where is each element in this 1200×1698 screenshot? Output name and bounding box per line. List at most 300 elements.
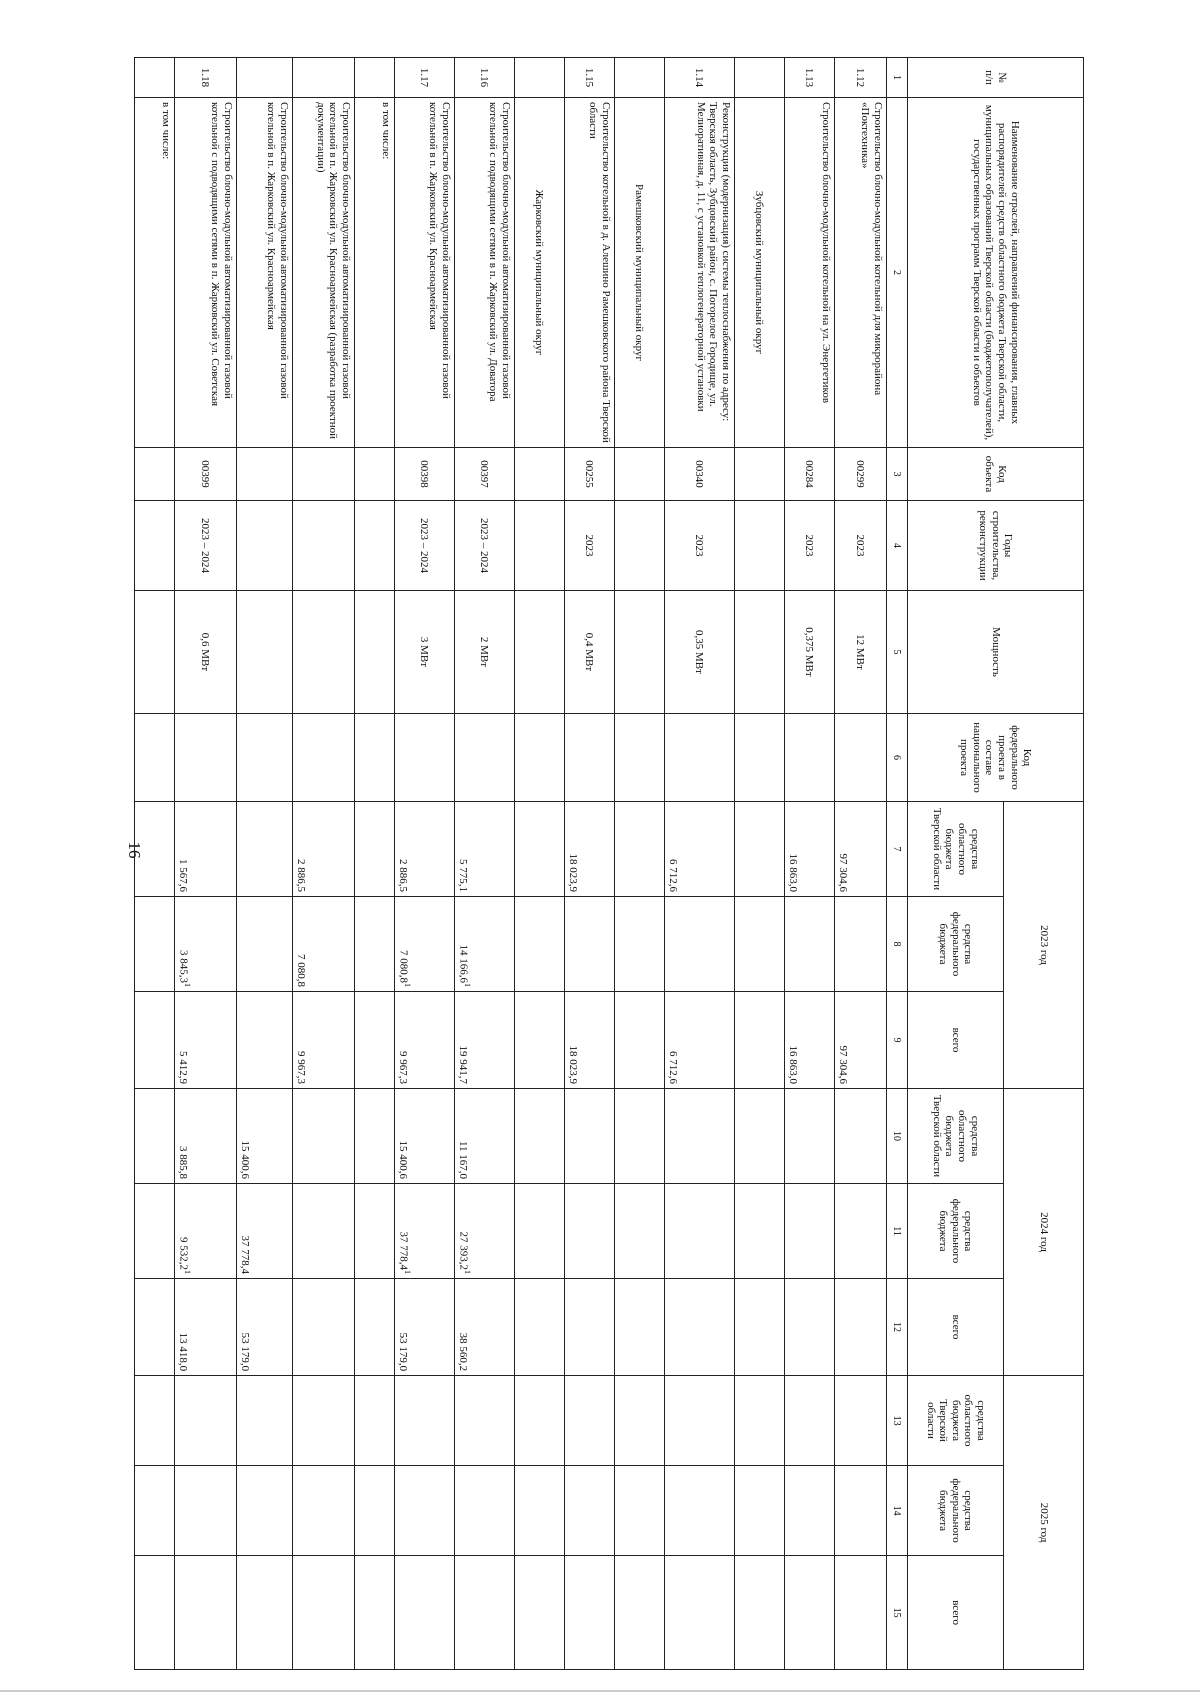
empty-cell — [515, 1184, 565, 1279]
column-number: 7 — [887, 802, 908, 897]
empty-cell — [355, 1279, 395, 1376]
amount-value: 15 400,6 — [397, 1140, 409, 1180]
amount-value: 15 400,6 — [239, 1140, 251, 1180]
amount-value: 97 304,6 — [837, 853, 849, 892]
amount-f24 — [395, 1184, 455, 1279]
column-number: 2 — [887, 98, 908, 448]
empty-cell — [615, 1184, 665, 1279]
empty-cell — [615, 501, 665, 591]
column-number: 14 — [887, 1466, 908, 1556]
amount-value: 5 412,9 — [177, 1051, 189, 1085]
construction-years: 2023 — [565, 501, 615, 591]
object-code: 00397 — [455, 448, 515, 501]
amount-f24 — [835, 1184, 887, 1279]
amount-r24 — [835, 1089, 887, 1184]
row-number: 1.16 — [455, 58, 515, 98]
amount-value: 16 863,0 — [787, 853, 799, 892]
amount-f23 — [665, 897, 735, 992]
power-capacity — [293, 591, 355, 714]
empty-cell — [735, 992, 785, 1089]
amount-f25 — [293, 1466, 355, 1556]
amount-t24 — [785, 1279, 835, 1376]
amount-value: 14 166,6 — [457, 944, 469, 983]
empty-cell — [355, 1089, 395, 1184]
empty-cell — [135, 714, 175, 802]
empty-cell — [355, 591, 395, 714]
empty-cell — [515, 802, 565, 897]
empty-cell — [135, 897, 175, 992]
amount-value: 2 886,5 — [397, 859, 409, 892]
table-row — [515, 58, 565, 1670]
column-number: 9 — [887, 992, 908, 1089]
empty-cell — [615, 1466, 665, 1556]
power-capacity: 2 МВт — [455, 591, 515, 714]
object-code: 00284 — [785, 448, 835, 501]
object-name: Строительство блочно-модульной котельной на ул. Энергетиков — [785, 98, 835, 448]
amount-t23 — [455, 992, 515, 1089]
including-label: в том числе: — [135, 98, 175, 448]
empty-cell — [515, 501, 565, 591]
rotated-table-container — [160, 57, 1084, 1669]
header-object-code: Код объекта — [908, 448, 1084, 501]
amount-f23 — [455, 897, 515, 992]
header-year-2024: 2024 год — [1004, 1089, 1084, 1376]
empty-cell — [135, 1466, 175, 1556]
column-number: 3 — [887, 448, 908, 501]
amount-f24 — [237, 1184, 293, 1279]
amount-f24 — [785, 1184, 835, 1279]
amount-t23 — [565, 992, 615, 1089]
empty-cell — [515, 1279, 565, 1376]
row-number: 1.13 — [785, 58, 835, 98]
amount-f25 — [237, 1466, 293, 1556]
amount-f25 — [785, 1466, 835, 1556]
amount-value: 37 778,4 — [239, 1235, 251, 1275]
header-federal-2025: средства федерального бюджета — [908, 1466, 1004, 1556]
amount-f23 — [565, 897, 615, 992]
amount-r25 — [455, 1376, 515, 1466]
header-regional-2023: средства областного бюджета Тверской области — [908, 802, 1004, 897]
amount-r25 — [293, 1376, 355, 1466]
footnote-marker: 1 — [462, 983, 472, 987]
table-row — [455, 58, 515, 1670]
amount-r23 — [455, 802, 515, 897]
empty-cell — [735, 1466, 785, 1556]
amount-f23 — [785, 897, 835, 992]
amount-value: 9 967,3 — [397, 1051, 409, 1085]
empty-cell — [135, 1089, 175, 1184]
empty-cell — [735, 448, 785, 501]
amount-f23 — [175, 897, 237, 992]
amount-f25 — [455, 1466, 515, 1556]
header-federal-project-code: Код федерального проекта в составе национального проекта — [908, 714, 1084, 802]
amount-f23 — [293, 897, 355, 992]
table-row — [735, 58, 785, 1670]
page-number: 16 — [125, 841, 144, 859]
header-total-2025: всего — [908, 1556, 1004, 1670]
amount-t25 — [395, 1556, 455, 1670]
federal-project-code — [395, 714, 455, 802]
empty-cell — [135, 1184, 175, 1279]
row-no-cell — [355, 58, 395, 98]
empty-cell — [135, 1279, 175, 1376]
district-name: Рамешковский муниципальный округ — [615, 98, 665, 448]
empty-cell — [355, 501, 395, 591]
table-row — [615, 58, 665, 1670]
federal-project-code — [835, 714, 887, 802]
header-power: Мощность — [908, 591, 1084, 714]
amount-t25 — [785, 1556, 835, 1670]
amount-value: 5 775,1 — [457, 859, 469, 892]
empty-cell — [515, 992, 565, 1089]
footnote-marker: 1 — [402, 983, 412, 987]
table-row — [237, 58, 293, 1670]
row-no-cell — [615, 58, 665, 98]
amount-value: 7 080,8 — [397, 950, 409, 983]
object-name: Строительство блочно-модульной котельной для микрорайона «Поктехника» — [835, 98, 887, 448]
amount-value: 53 179,0 — [397, 1332, 409, 1372]
header-no: № п/п — [908, 58, 1084, 98]
empty-cell — [515, 1376, 565, 1466]
table-body — [135, 58, 887, 1670]
table-row — [565, 58, 615, 1670]
empty-cell — [515, 897, 565, 992]
empty-cell — [135, 501, 175, 591]
construction-years: 2023 — [785, 501, 835, 591]
footnote-marker: 1 — [182, 1270, 192, 1275]
amount-f25 — [565, 1466, 615, 1556]
empty-cell — [135, 448, 175, 501]
amount-t24 — [565, 1279, 615, 1376]
empty-cell — [615, 802, 665, 897]
amount-t23 — [785, 992, 835, 1089]
row-no-cell — [515, 58, 565, 98]
empty-cell — [735, 897, 785, 992]
empty-cell — [355, 1184, 395, 1279]
row-number: 1.12 — [835, 58, 887, 98]
power-capacity: 0,4 МВт — [565, 591, 615, 714]
amount-r24 — [395, 1089, 455, 1184]
footnote-marker: 1 — [182, 983, 192, 987]
amount-value: 3 845,3 — [177, 950, 189, 983]
amount-value: 6 712,6 — [667, 859, 679, 892]
federal-project-code — [665, 714, 735, 802]
header-year-2023: 2023 год — [1004, 802, 1084, 1089]
construction-years: 2023 – 2024 — [455, 501, 515, 591]
amount-value: 53 179,0 — [239, 1332, 251, 1372]
construction-years: 2023 — [665, 501, 735, 591]
table-row — [785, 58, 835, 1670]
construction-years: 2023 – 2024 — [395, 501, 455, 591]
empty-cell — [735, 501, 785, 591]
amount-t24 — [293, 1279, 355, 1376]
empty-cell — [515, 1466, 565, 1556]
amount-value: 38 560,2 — [457, 1332, 469, 1372]
amount-r25 — [395, 1376, 455, 1466]
amount-value: 37 778,4 — [397, 1231, 409, 1271]
empty-cell — [515, 448, 565, 501]
object-name: Реконструкция (модернизация) системы теплоснабжения по адресу: Тверская область, Зубцовский район, с. Погорелое Городище, ул. Мелиоративная, д. 11, с установкой теплогенераторной установки — [665, 98, 735, 448]
row-number: 1.17 — [395, 58, 455, 98]
amount-value: 18 023,9 — [567, 853, 579, 892]
amount-value: 1 567,6 — [177, 859, 189, 892]
column-number: 12 — [887, 1279, 908, 1376]
empty-cell — [355, 714, 395, 802]
column-number: 11 — [887, 1184, 908, 1279]
row-number: 1.18 — [175, 58, 237, 98]
column-number: 6 — [887, 714, 908, 802]
header-regional-2025: средства областного бюджета Тверской области — [908, 1376, 1004, 1466]
empty-cell — [735, 1556, 785, 1670]
table-row — [293, 58, 355, 1670]
header-name: Наименование отраслей, направлений финансирования, главных распорядителей средств областного бюджета Тверской области, муниципальных образований Тверской области (бюджетополучателей), государственных программ Тверской области и объектов — [908, 98, 1084, 448]
amount-r23 — [565, 802, 615, 897]
including-label: в том числе: — [355, 98, 395, 448]
amount-t25 — [565, 1556, 615, 1670]
object-name: Строительство блочно-модульной автоматизированной газовой котельной в п. Жарковский ул. Красноармейская (разработка проектной документации) — [293, 98, 355, 448]
empty-cell — [615, 1376, 665, 1466]
header-total-2023: всего — [908, 992, 1004, 1089]
empty-cell — [355, 992, 395, 1089]
empty-cell — [135, 1556, 175, 1670]
amount-t24 — [455, 1279, 515, 1376]
empty-cell — [515, 1089, 565, 1184]
power-capacity: 12 МВт — [835, 591, 887, 714]
header-years: Годы строительства, реконструкции — [908, 501, 1084, 591]
amount-t25 — [455, 1556, 515, 1670]
amount-t25 — [175, 1556, 237, 1670]
amount-r24 — [565, 1089, 615, 1184]
header-federal-2024: средства федерального бюджета — [908, 1184, 1004, 1279]
amount-t23 — [835, 992, 887, 1089]
table-row — [135, 58, 175, 1670]
empty-cell — [615, 992, 665, 1089]
row-number — [293, 58, 355, 98]
amount-f25 — [395, 1466, 455, 1556]
amount-r23 — [785, 802, 835, 897]
amount-value: 11 167,0 — [457, 1140, 469, 1180]
object-code: 00399 — [175, 448, 237, 501]
amount-f24 — [175, 1184, 237, 1279]
table-row — [665, 58, 735, 1670]
amount-f23 — [395, 897, 455, 992]
column-number: 15 — [887, 1556, 908, 1670]
amount-f24 — [455, 1184, 515, 1279]
amount-value: 19 941,7 — [457, 1045, 469, 1085]
empty-cell — [615, 448, 665, 501]
header-regional-2024: средства областного бюджета Тверской области — [908, 1089, 1004, 1184]
amount-f25 — [835, 1466, 887, 1556]
amount-t25 — [237, 1556, 293, 1670]
amount-r23 — [175, 802, 237, 897]
budget-table — [134, 57, 1084, 1670]
empty-cell — [515, 591, 565, 714]
federal-project-code — [293, 714, 355, 802]
power-capacity: 0,6 МВт — [175, 591, 237, 714]
federal-project-code — [455, 714, 515, 802]
empty-cell — [615, 1089, 665, 1184]
empty-cell — [355, 448, 395, 501]
column-number: 8 — [887, 897, 908, 992]
empty-cell — [135, 591, 175, 714]
table-row — [355, 58, 395, 1670]
amount-f23 — [237, 897, 293, 992]
amount-t23 — [665, 992, 735, 1089]
amount-value: 27 393,2 — [457, 1231, 469, 1271]
table-viewport — [160, 57, 1084, 1669]
amount-r23 — [395, 802, 455, 897]
amount-r24 — [455, 1089, 515, 1184]
empty-cell — [615, 714, 665, 802]
footnote-marker: 1 — [402, 1270, 412, 1275]
column-number: 13 — [887, 1376, 908, 1466]
amount-t24 — [665, 1279, 735, 1376]
object-code: 00255 — [565, 448, 615, 501]
amount-value: 9 967,3 — [295, 1051, 307, 1085]
federal-project-code — [175, 714, 237, 802]
object-name: Строительство блочно-модульной автоматизированной газовой котельной в п. Жарковский ул. Красноармейская — [395, 98, 455, 448]
amount-r25 — [785, 1376, 835, 1466]
object-code — [293, 448, 355, 501]
empty-cell — [735, 1089, 785, 1184]
header-federal-2023: средства федерального бюджета — [908, 897, 1004, 992]
amount-f24 — [565, 1184, 615, 1279]
header-year-2025: 2025 год — [1004, 1376, 1084, 1670]
column-numbers-row — [887, 58, 908, 1670]
amount-t24 — [175, 1279, 237, 1376]
table-row — [835, 58, 887, 1670]
amount-t25 — [835, 1556, 887, 1670]
row-number — [237, 58, 293, 98]
column-number: 10 — [887, 1089, 908, 1184]
amount-f24 — [293, 1184, 355, 1279]
power-capacity — [237, 591, 293, 714]
amount-value: 7 080,8 — [295, 954, 307, 987]
district-name: Жарковский муниципальный округ — [515, 98, 565, 448]
amount-r24 — [665, 1089, 735, 1184]
construction-years: 2023 — [835, 501, 887, 591]
federal-project-code — [785, 714, 835, 802]
empty-cell — [615, 591, 665, 714]
construction-years — [237, 501, 293, 591]
table-row — [395, 58, 455, 1670]
table-row — [175, 58, 237, 1670]
bottom-scan-edge — [0, 1690, 1200, 1692]
amount-t24 — [835, 1279, 887, 1376]
empty-cell — [735, 1184, 785, 1279]
header-total-2024: всего — [908, 1279, 1004, 1376]
power-capacity: 0,375 МВт — [785, 591, 835, 714]
empty-cell — [355, 1466, 395, 1556]
empty-cell — [735, 1376, 785, 1466]
amount-r24 — [175, 1089, 237, 1184]
amount-value: 2 886,5 — [295, 859, 307, 892]
empty-cell — [515, 714, 565, 802]
empty-cell — [735, 591, 785, 714]
amount-r23 — [237, 802, 293, 897]
amount-f23 — [835, 897, 887, 992]
object-code — [237, 448, 293, 501]
amount-r23 — [835, 802, 887, 897]
amount-value: 6 712,6 — [667, 1051, 679, 1085]
amount-f25 — [665, 1466, 735, 1556]
power-capacity: 3 МВт — [395, 591, 455, 714]
district-name: Зубцовский муниципальный округ — [735, 98, 785, 448]
amount-r24 — [785, 1089, 835, 1184]
empty-cell — [135, 1376, 175, 1466]
amount-r23 — [665, 802, 735, 897]
empty-cell — [355, 802, 395, 897]
amount-r25 — [175, 1376, 237, 1466]
empty-cell — [735, 1279, 785, 1376]
federal-project-code — [237, 714, 293, 802]
object-code: 00340 — [665, 448, 735, 501]
row-no-cell — [135, 58, 175, 98]
empty-cell — [735, 714, 785, 802]
empty-cell — [355, 897, 395, 992]
amount-value: 13 418,0 — [177, 1332, 189, 1372]
column-number: 5 — [887, 591, 908, 714]
object-code: 00398 — [395, 448, 455, 501]
amount-r24 — [237, 1089, 293, 1184]
object-name: Строительство блочно-модульной автоматизированной газовой котельной в п. Жарковский ул. Красноармейская — [237, 98, 293, 448]
power-capacity: 0,35 МВт — [665, 591, 735, 714]
empty-cell — [615, 1279, 665, 1376]
empty-cell — [615, 1556, 665, 1670]
amount-r24 — [293, 1089, 355, 1184]
amount-t25 — [293, 1556, 355, 1670]
amount-t24 — [237, 1279, 293, 1376]
object-name: Строительство блочно-модульной автоматизированной газовой котельной с подводящими сетями в п. Жарковский ул. Советская — [175, 98, 237, 448]
amount-r25 — [835, 1376, 887, 1466]
amount-t25 — [665, 1556, 735, 1670]
amount-f25 — [175, 1466, 237, 1556]
amount-r25 — [565, 1376, 615, 1466]
amount-t23 — [395, 992, 455, 1089]
column-number: 4 — [887, 501, 908, 591]
row-number: 1.14 — [665, 58, 735, 98]
amount-t23 — [237, 992, 293, 1089]
amount-t23 — [175, 992, 237, 1089]
empty-cell — [355, 1556, 395, 1670]
amount-value: 9 532,2 — [177, 1237, 189, 1271]
row-number: 1.15 — [565, 58, 615, 98]
empty-cell — [135, 802, 175, 897]
amount-f24 — [665, 1184, 735, 1279]
empty-cell — [515, 1556, 565, 1670]
empty-cell — [135, 992, 175, 1089]
empty-cell — [355, 1376, 395, 1466]
amount-r23 — [293, 802, 355, 897]
object-name: Строительство котельной в д. Алешино Рамешковского района Тверской области — [565, 98, 615, 448]
amount-r25 — [237, 1376, 293, 1466]
construction-years: 2023 – 2024 — [175, 501, 237, 591]
row-no-cell — [735, 58, 785, 98]
empty-cell — [615, 897, 665, 992]
column-number: 1 — [887, 58, 908, 98]
amount-value: 18 023,9 — [567, 1045, 579, 1085]
object-code: 00299 — [835, 448, 887, 501]
object-name: Строительство блочно-модульной автоматизированной газовой котельной с подводящими сетями в п. Жарковский ул. Доватора — [455, 98, 515, 448]
amount-t24 — [395, 1279, 455, 1376]
footnote-marker: 1 — [462, 1270, 472, 1275]
amount-value: 97 304,6 — [837, 1045, 849, 1085]
amount-r25 — [665, 1376, 735, 1466]
empty-cell — [735, 802, 785, 897]
federal-project-code — [565, 714, 615, 802]
amount-value: 3 885,8 — [177, 1146, 189, 1180]
construction-years — [293, 501, 355, 591]
